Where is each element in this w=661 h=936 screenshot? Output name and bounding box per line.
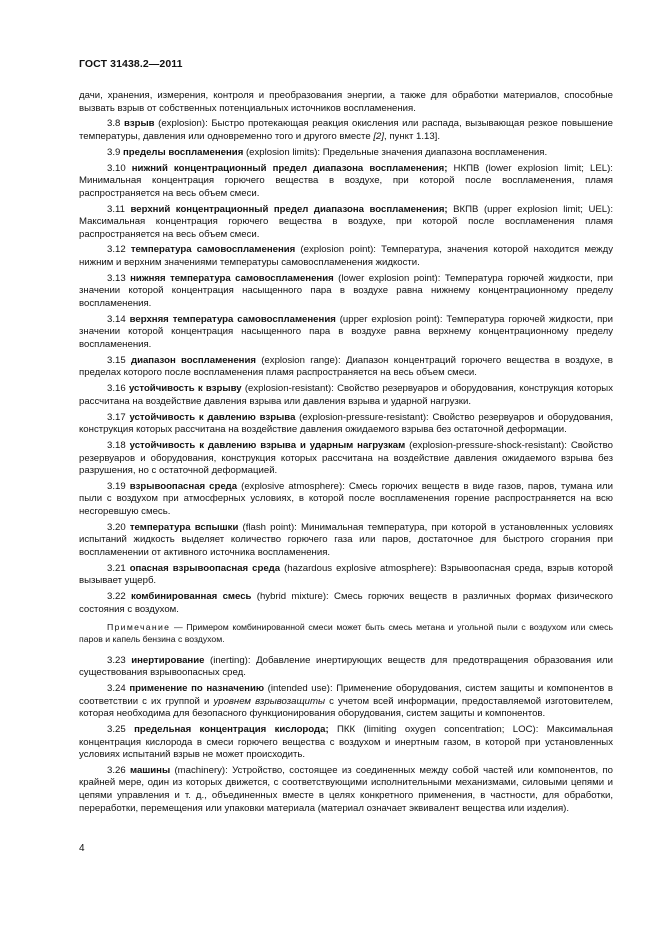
clause-definition: (upper explosion point): Температура горючей жидкости, при значении которой концентрация насыщенного пара в воздухе равна верхнему концентрационному пределу воспламенения. <box>79 313 613 350</box>
clause-definition: (explosion): Быстро протекающая реакция окисления или распада, вызывающая резкое повышение температуры, давления или одновременно того и другого вместе <box>79 118 613 142</box>
italic-term: уровнем взрывозащиты <box>213 695 326 707</box>
clause-3-9 <box>79 147 613 160</box>
clause-number: 3.17 <box>107 411 126 423</box>
clause-term: машины <box>129 764 171 776</box>
intro-paragraph: дачи, хранения, измерения, контроля и преобразования энергии, а также для обработки материалов, способные вызвать взрыв от собственных потенциальных источников воспламенения. <box>79 90 613 114</box>
clause-definition: (hazardous explosive atmosphere): Взрывоопасная среда, взрыв которой вызывает ущерб. <box>79 562 614 587</box>
clause-3-25 <box>79 724 613 762</box>
clause-number: 3.16 <box>107 383 126 395</box>
clause-definition: ВКПВ (upper explosion limit; UEL): Максимальная концентрация горючего вещества в воздухе, при которой после воспламенения пламя распространяется на весь объем смеси. <box>79 203 613 240</box>
clause-term: температура самовоспламенения <box>130 244 296 256</box>
clause-3-11 <box>79 204 613 242</box>
clause-number: 3.19 <box>107 480 126 492</box>
clause-term: пределы воспламенения <box>123 146 244 158</box>
clause-term: устойчивость к давлению взрыва и ударным нагрузкам <box>129 439 406 451</box>
clause-number: 3.25 <box>107 723 126 735</box>
page-number: 4 <box>79 843 85 854</box>
clause-term: комбинированная смесь <box>131 591 252 603</box>
clause-definition: (explosion-resistant): Свойство резервуаров и оборудования, конструкция которых рассчитана на воздействие давления взрыва или давления взрыва и ударной нагрузки. <box>79 383 614 407</box>
clause-definition: (intended use): Применение оборудования, систем защиты и компонентов в соответствии с их группой и <box>79 682 614 707</box>
clause-3-26 <box>79 765 613 815</box>
clause-definition: (explosive atmosphere): Смесь горючих веществ в виде газов, паров, тумана или пыли с воздухом при атмосферных условиях, в которой после воспламенения горение распространяется на всю несгоревшую смесь. <box>79 480 613 518</box>
clause-term: верхняя температура самовоспламенения <box>129 313 336 325</box>
clause-number: 3.11 <box>107 203 125 215</box>
clause-number: 3.14 <box>107 313 126 325</box>
clause-term: устойчивость к давлению взрыва <box>129 411 296 423</box>
clause-3-18 <box>79 440 613 478</box>
clause-number: 3.13 <box>107 272 126 284</box>
clause-number: 3.8 <box>107 118 121 130</box>
clause-3-24 <box>79 683 613 721</box>
clause-term: диапазон воспламенения <box>130 354 256 366</box>
clause-3-20 <box>79 522 613 560</box>
clause-definition-tail: , пункт 1.13]. <box>384 130 441 142</box>
clause-definition: (machinery): Устройство, состоящее из соединенных между собой частей или компонентов, по крайней мере, один из которых движется, с соответствующими исполнительными механизмами, силовыми цепями и цепями управления и т. д., объединенных вместе в целях конкретного применения, в частности, для обработки, переработки, перемещения или упаковки материала (материал означает эквивалент вещества или изделия). <box>79 764 613 814</box>
clause-definition: (flash point): Минимальная температура, при которой в установленных условиях испытаний жидкость выделяет количество горючего газа или паров, достаточное для быстрого сгорания при воспламенении от активного источника воспламенения. <box>79 521 613 559</box>
note-paragraph <box>79 622 613 645</box>
clause-3-22 <box>79 591 613 616</box>
clause-3-14 <box>79 314 613 352</box>
clause-definition: (explosion limits): Предельные значения диапазона воспламенения. <box>243 146 548 158</box>
clause-3-15 <box>79 355 613 380</box>
clause-term: устойчивость к взрыву <box>128 383 242 395</box>
clause-number: 3.21 <box>107 562 126 574</box>
document-body <box>79 90 613 818</box>
clause-definition: (explosion-pressure-shock-resistant): Свойство резервуаров и оборудования, конструкция которых рассчитана на воздействие давления ожидаемого взрыва без разрушения, но с остаточной деформацией. <box>79 439 613 477</box>
clause-number: 3.9 <box>107 146 121 158</box>
clause-3-10 <box>79 163 613 201</box>
clause-term: нижняя температура самовоспламенения <box>130 272 334 284</box>
clause-3-12 <box>79 244 613 269</box>
clause-number: 3.18 <box>107 439 126 451</box>
clause-term: взрыв <box>123 118 155 130</box>
clause-number: 3.24 <box>107 682 126 694</box>
clause-definition: (explosion-pressure-resistant): Свойство резервуаров и оборудования, конструкция которых рассчитана на воздействие давления ожидаемого взрыва без остаточной деформации. <box>79 411 613 436</box>
note-text: — Примером комбинированной смеси может быть смесь метана и угольной пыли с воздухом или смесь паров и капель бензина с воздухом. <box>79 622 613 644</box>
clause-term: опасная взрывоопасная среда <box>129 562 281 574</box>
clause-definition: НКПВ (lower explosion limit; LEL): Минимальная концентрация горючего вещества в воздухе, при которой после воспламенения, пламя распространяется на весь объем смеси. <box>79 162 613 199</box>
clause-definition: (explosion point): Температура, значения которой находится между нижним и верхним значениями температуры самовоспламенения жидкости. <box>79 244 613 269</box>
clause-3-13 <box>79 273 613 311</box>
clause-definition: (hybrid mixture): Смесь горючих веществ в различных формах физического состояния с воздухом. <box>79 591 613 615</box>
clause-number: 3.23 <box>107 654 126 666</box>
note-label: Примечание <box>107 622 171 633</box>
reference: [2] <box>373 130 385 142</box>
clause-3-17 <box>79 412 613 437</box>
clause-3-19 <box>79 481 613 519</box>
clause-3-21 <box>79 563 613 588</box>
clause-number: 3.20 <box>107 521 126 533</box>
clause-definition: (lower explosion point): Температура горючей жидкости, при значении которой концентрация насыщенного пара в воздухе равна нижнему концентрационному пределу воспламенения. <box>79 272 614 310</box>
clause-number: 3.15 <box>107 354 126 366</box>
document-header: ГОСТ 31438.2—2011 <box>79 58 183 70</box>
clause-definition: (explosion range): Диапазон концентраций горючего вещества в воздухе, в пределах которого после воспламенения пламя распространяется на весь объем смеси. <box>79 354 613 379</box>
clause-number: 3.22 <box>107 591 126 603</box>
clause-3-8 <box>79 118 613 143</box>
clause-3-23 <box>79 655 613 680</box>
clause-number: 3.12 <box>107 244 126 256</box>
clause-number: 3.26 <box>107 764 126 776</box>
clause-term: взрывоопасная среда <box>129 480 238 492</box>
clause-3-16 <box>79 383 613 408</box>
clause-term: нижний концентрационный предел диапазона воспламенения; <box>131 162 448 174</box>
clause-definition-tail: с учетом всей информации, предоставляемой изготовителем, которая необходима для безопасного функционирования оборудования, систем защиты и компонентов. <box>79 695 613 720</box>
clause-term: температура вспышки <box>129 521 239 533</box>
clause-term: применение по назначению <box>129 682 265 694</box>
clause-number: 3.10 <box>107 162 126 174</box>
clause-term: верхний концентрационный предел диапазона воспламенения; <box>130 203 448 215</box>
clause-term: инертирование <box>131 654 205 666</box>
clause-definition: (inerting): Добавление инертирующих веществ для предотвращения образования или существования взрывоопасных сред. <box>79 654 613 679</box>
clause-term: предельная концентрация кислорода; <box>134 723 329 735</box>
clause-definition: ПКК (limiting oxygen concentration; LOC): Максимальная концентрация кислорода в смеси горючего вещества с воздухом и инертным газом, в которой при установленных условиях испытаний взрыв не может происходить. <box>79 723 613 761</box>
